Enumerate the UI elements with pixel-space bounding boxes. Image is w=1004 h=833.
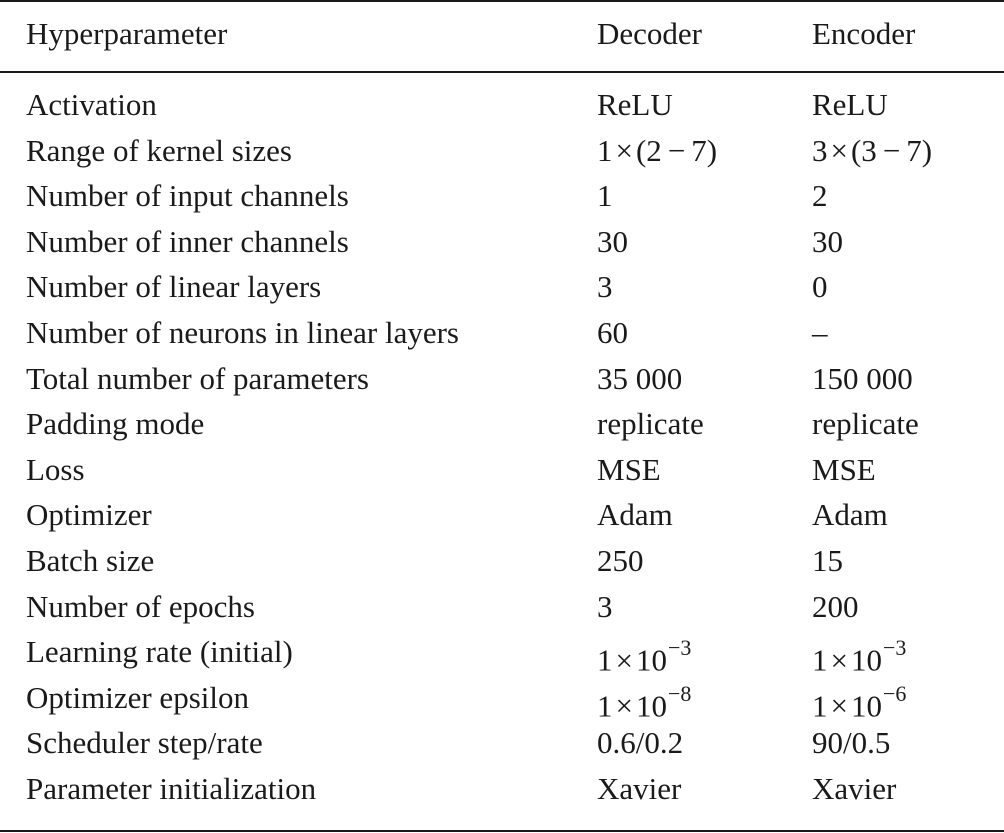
row-label: Batch size	[26, 543, 155, 578]
table-row	[0, 538, 1004, 584]
exponent: −6	[882, 680, 907, 706]
exponent: −8	[667, 680, 692, 706]
decoder-value: 1	[597, 178, 613, 214]
row-label: Scheduler step/rate	[26, 725, 263, 761]
minus-sign: −	[882, 132, 901, 168]
row-label: Number of linear layers	[26, 269, 322, 305]
times-sign: ×	[830, 132, 848, 168]
table-row	[0, 219, 1004, 265]
kernel-range-start: (3	[850, 132, 877, 168]
table-row	[0, 447, 1004, 493]
base: 10	[635, 642, 667, 678]
encoder-value: MSE	[812, 451, 876, 487]
decoder-value: Adam	[597, 497, 673, 533]
header-hyperparameter: Hyperparameter	[26, 16, 228, 51]
decoder-value: replicate	[597, 406, 704, 442]
encoder-value: replicate	[812, 406, 919, 442]
row-label: Activation	[26, 87, 157, 122]
mantissa: 1	[597, 642, 613, 678]
encoder-value: 30	[812, 223, 843, 259]
mantissa: 1	[812, 642, 828, 678]
times-sign: ×	[830, 688, 848, 724]
kernel-multiplier: 3	[812, 132, 828, 168]
encoder-value: 200	[812, 588, 859, 624]
row-label: Total number of parameters	[26, 360, 369, 396]
table-row	[0, 401, 1004, 447]
decoder-value: 3	[597, 588, 613, 624]
times-sign: ×	[830, 642, 848, 678]
table-row	[0, 82, 1004, 128]
table-row	[0, 173, 1004, 219]
exponent: −3	[882, 635, 907, 661]
row-label: Range of kernel sizes	[26, 132, 292, 168]
encoder-value: 2	[812, 178, 828, 214]
table-row	[0, 675, 1004, 724]
encoder-value: 90/0.5	[812, 725, 891, 761]
table-row	[0, 492, 1004, 538]
table-row	[0, 720, 1004, 766]
mantissa: 1	[597, 688, 613, 724]
times-sign: ×	[615, 688, 633, 724]
table-row	[0, 584, 1004, 630]
encoder-value: ReLU	[812, 87, 888, 122]
base: 10	[850, 642, 882, 678]
row-label: Optimizer epsilon	[26, 679, 249, 715]
encoder-value: –	[812, 315, 828, 350]
kernel-range-end: 7)	[906, 132, 933, 168]
decoder-value: Xavier	[597, 771, 682, 806]
header-decoder: Decoder	[597, 16, 702, 51]
decoder-value: 35 000	[597, 360, 683, 396]
decoder-value: 30	[597, 223, 628, 259]
decoder-value: 250	[597, 543, 644, 578]
bottom-rule	[0, 830, 1004, 832]
decoder-value: 0.6/0.2	[597, 725, 684, 761]
base: 10	[850, 688, 882, 724]
times-sign: ×	[615, 642, 633, 678]
row-label: Number of epochs	[26, 588, 255, 624]
row-label: Optimizer	[26, 497, 152, 533]
kernel-range-start: (2	[635, 132, 662, 168]
table-row	[0, 264, 1004, 310]
table-row	[0, 766, 1004, 812]
encoder-value: 150 000	[812, 360, 913, 396]
times-sign: ×	[615, 132, 633, 168]
decoder-value: ReLU	[597, 87, 673, 122]
table-header-row	[0, 11, 1004, 57]
decoder-value: 3	[597, 269, 613, 305]
encoder-value: Adam	[812, 497, 888, 533]
exponent: −3	[667, 635, 692, 661]
decoder-value: 60	[597, 315, 628, 350]
row-label: Number of input channels	[26, 178, 349, 214]
kernel-range-end: 7)	[691, 132, 718, 168]
table-row	[0, 629, 1004, 678]
kernel-multiplier: 1	[597, 132, 613, 168]
row-label: Padding mode	[26, 406, 205, 442]
row-label: Number of inner channels	[26, 223, 349, 259]
row-label: Loss	[26, 451, 85, 487]
table-row	[0, 310, 1004, 356]
top-rule	[0, 0, 1004, 2]
header-encoder: Encoder	[812, 16, 916, 51]
encoder-value: 15	[812, 543, 843, 578]
row-label: Parameter initialization	[26, 771, 317, 806]
header-rule	[0, 71, 1004, 73]
table-row	[0, 356, 1004, 402]
minus-sign: −	[667, 132, 686, 168]
row-label: Number of neurons in linear layers	[26, 315, 460, 350]
encoder-value	[812, 128, 932, 174]
encoder-value: 0	[812, 269, 828, 305]
row-label: Learning rate (initial)	[26, 634, 293, 670]
mantissa: 1	[812, 688, 828, 724]
decoder-value	[597, 128, 717, 174]
table-row	[0, 128, 1004, 174]
encoder-value: Xavier	[812, 771, 897, 806]
decoder-value: MSE	[597, 451, 661, 487]
base: 10	[635, 688, 667, 724]
